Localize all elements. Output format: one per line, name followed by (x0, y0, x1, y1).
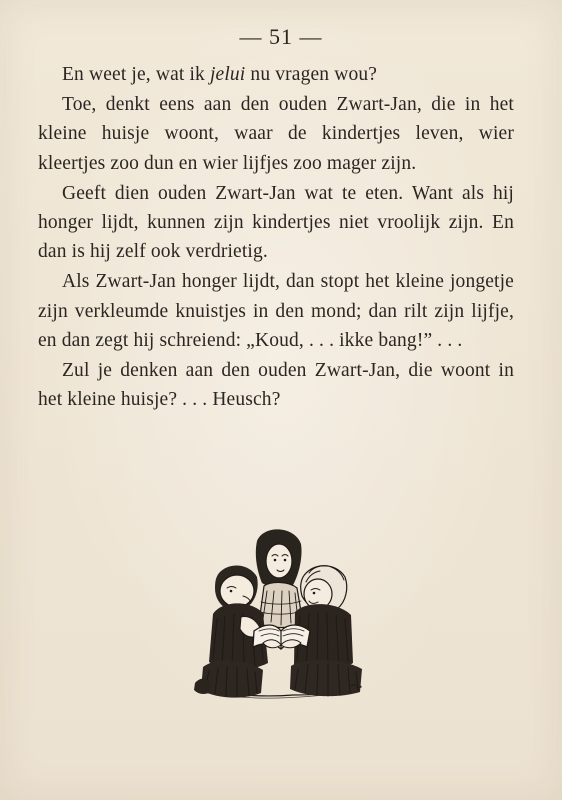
body-text (38, 60, 514, 415)
paragraph-5: Zul je denken aan den ouden Zwart-Jan, die woont in het kleine huisje? . . . Heusch? (38, 360, 514, 411)
paragraph-1-after: nu vragen wou? (245, 64, 378, 85)
paragraph-1 (38, 60, 514, 89)
paragraph-1-italic: jelui (209, 64, 246, 85)
paragraph-3: Geeft dien ouden Zwart-Jan wat te eten. Want als hij honger lijdt, kunnen zijn kindertjes niet vroolijk zijn. En dan is hij zelf ook verdrietig. (38, 182, 514, 263)
paragraph-2: Toe, denkt eens aan den ouden Zwart-Jan, die in het kleine huisje woont, waar de kindertjes leven, wier kleertjes zoo dun en wier lijfjes zoo mager zijn. (38, 94, 514, 174)
paragraph-1-before: En weet je, wat ik (62, 64, 210, 85)
page-number: — 51 — (239, 24, 323, 49)
three-children-illustration (191, 519, 371, 704)
paragraph-4: Als Zwart-Jan honger lijdt, dan stopt het kleine jongetje zijn verkleumde knuistjes in den mond; dan rilt zijn lijfje, en dan zegt hij schreiend: „Koud, . . . ikke bang!” . . . (38, 271, 514, 351)
